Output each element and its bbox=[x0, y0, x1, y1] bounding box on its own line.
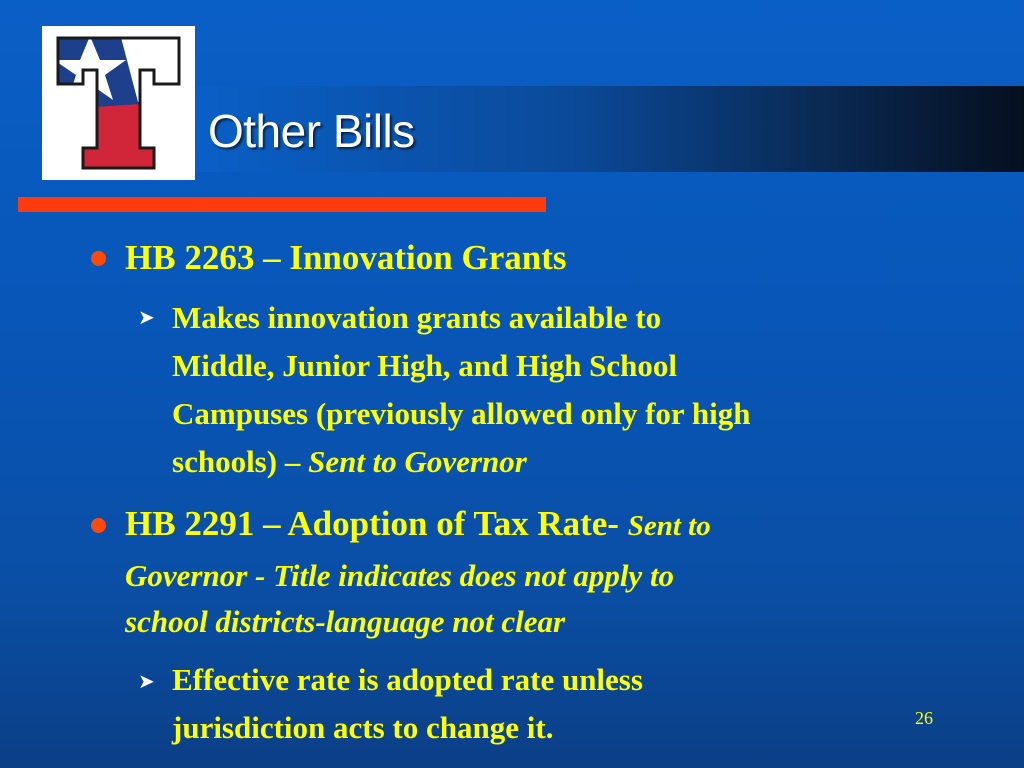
sub-bullet-line: jurisdiction acts to change it. bbox=[172, 710, 554, 745]
slide-title: Other Bills bbox=[208, 105, 415, 157]
bullet-continuation: Governor - Title indicates does not apply to bbox=[125, 558, 675, 593]
sub-bullet-arrow-icon: ➤ bbox=[138, 305, 155, 329]
bullet-heading: HB 2263 – Innovation Grants bbox=[125, 238, 567, 277]
status-text: Sent to bbox=[627, 510, 711, 542]
status-text: Sent to Governor bbox=[308, 444, 527, 479]
bullet-heading bbox=[125, 500, 711, 550]
sub-bullet-line: Makes innovation grants available to bbox=[172, 300, 662, 335]
sub-bullet-line bbox=[172, 438, 527, 486]
bullet-continuation: school districts-language not clear bbox=[125, 604, 566, 639]
bullet-heading-text: HB 2291 – Adoption of Tax Rate- bbox=[125, 504, 628, 543]
bullet-dot bbox=[91, 251, 106, 266]
sub-bullet-arrow-icon: ➤ bbox=[138, 669, 155, 693]
page-number: 26 bbox=[915, 708, 933, 728]
sub-bullet-line: Middle, Junior High, and High School bbox=[172, 348, 678, 383]
sub-bullet-text: schools) – bbox=[172, 444, 309, 479]
sub-bullet-line: Effective rate is adopted rate unless bbox=[172, 662, 643, 697]
sub-bullet-line: Campuses (previously allowed only for high bbox=[172, 396, 751, 431]
bullet-dot bbox=[91, 518, 106, 533]
